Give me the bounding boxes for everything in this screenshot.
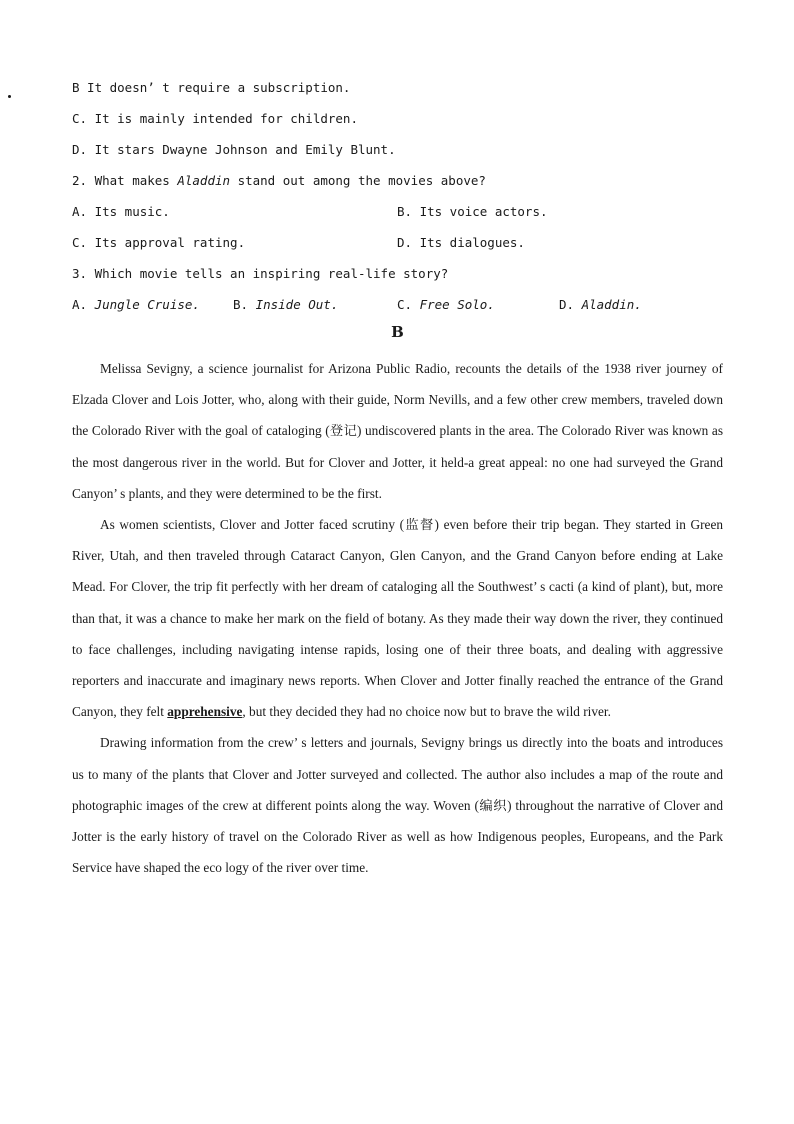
section-b-paragraph-2: [72, 509, 723, 727]
q3-option-d[interactable]: D. Aladdin.: [559, 297, 642, 312]
q2-stem: [72, 171, 723, 191]
q2-option-d[interactable]: D. Its dialogues.: [397, 235, 525, 250]
q1-option-b[interactable]: B It doesn’ t require a subscription.: [72, 80, 351, 95]
section-b-title: B: [391, 323, 404, 341]
q3-option-b[interactable]: B. Inside Out.: [233, 297, 339, 312]
q2-option-c[interactable]: C. Its approval rating.: [72, 235, 246, 250]
q3-option-c[interactable]: C. Free Solo.: [397, 297, 495, 312]
q2-stem-prefix: 2. What makes: [72, 173, 178, 188]
q2-options-row-1: [72, 202, 723, 222]
document-page: [72, 78, 723, 883]
q2-option-a[interactable]: A. Its music.: [72, 204, 170, 219]
q2-stem-title: Aladdin: [177, 173, 231, 188]
q3-stem: 3. Which movie tells an inspiring real-life story?: [72, 266, 449, 281]
stray-dot-mark: [8, 95, 11, 98]
para2-text-before: As women scientists, Clover and Jotter faced scrutiny (监督) even before their trip began. They started in Green River, Utah, and then traveled through Cataract Canyon, Glen Canyon, and the Grand Canyon before ending at Lake Mead. For Clover, the trip fit perfectly with her dream of cataloging all the Southwest’ s cacti (a kind of plant), but, more than that, it was a chance to make her mark on the field of botany. As they made their way down the river, they continued to face challenges, including navigating intense rapids, losing one of their three boats, and dealing with aggressive reporters and inaccurate and imaginary news reports. When Clover and Jotter finally reached the entrance of the Grand Canyon, they felt: [72, 517, 723, 720]
section-b-paragraph-1: Melissa Sevigny, a science journalist for Arizona Public Radio, recounts the details of the 1938 river journey of Elzada Clover and Lois Jotter, who, along with their guide, Norm Nevills, and a few other crew members, traveled down the Colorado River with the goal of cataloging (登记) undiscovered plants in the area. The Colorado River was known as the most dangerous river in the world. But for Clover and Jotter, it held-a great appeal: no one had surveyed the Grand Canyon’ s plants, and they were determined to be the first.: [72, 361, 723, 501]
q2-options-row-2: [72, 233, 723, 253]
highlighted-word: apprehensive: [167, 704, 243, 720]
para2-text-after: , but they decided they had no choice now but to brave the wild river.: [242, 704, 611, 720]
q2-stem-suffix: stand out among the movies above?: [230, 173, 486, 188]
q1-option-c[interactable]: C. It is mainly intended for children.: [72, 111, 358, 126]
q3-options-row: [72, 295, 723, 315]
q1-option-d[interactable]: D. It stars Dwayne Johnson and Emily Blunt.: [72, 142, 396, 157]
q3-option-a[interactable]: A. Jungle Cruise.: [72, 297, 200, 312]
q2-option-b[interactable]: B. Its voice actors.: [397, 204, 548, 219]
section-b-paragraph-3: Drawing information from the crew’ s letters and journals, Sevigny brings us directly into the boats and introduces us to many of the plants that Clover and Jotter surveyed and collected. The author also includes a map of the route and photographic images of the crew at different points along the way. Woven (编织) throughout the narrative of Clover and Jotter is the early history of travel on the Colorado River as well as how Indigenous peoples, Europeans, and the Park Service have shaped the eco logy of the river over time.: [72, 735, 723, 876]
